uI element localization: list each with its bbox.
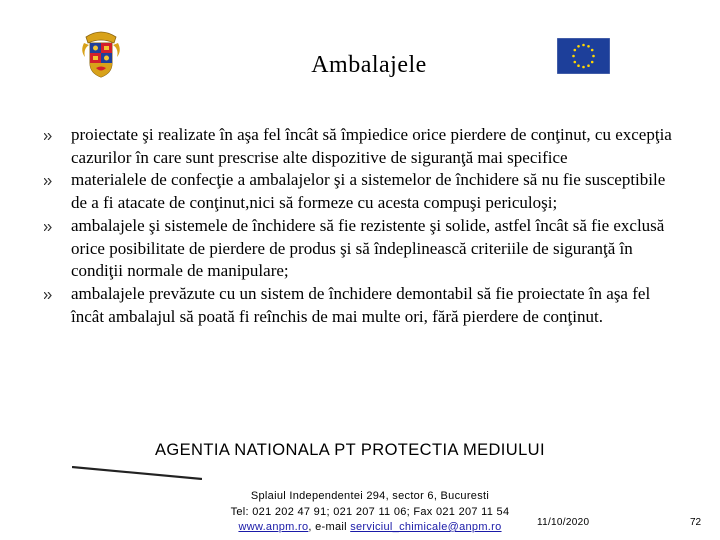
list-item [44, 283, 684, 328]
footer-contact [0, 520, 720, 536]
footer-phone: Tel: 021 202 47 91; 021 207 11 06; Fax 021 207 11 54 [230, 505, 510, 518]
list-item [44, 169, 684, 214]
email-link[interactable]: serviciul_chimicale@anpm.ro [350, 521, 502, 533]
email-prefix: , e-mail [308, 521, 351, 533]
footer-address: Splaiul Independentei 294, sector 6, Bucuresti [250, 490, 490, 502]
bullet-text: ambalajele prevăzute cu un sistem de închidere demontabil să fie proiectate în aşa fel încât ambalajul să poată fi reînchis de mai multe ori, fără pierdere de conţinut. [71, 283, 651, 326]
decorative-divider [72, 466, 202, 480]
bullet-text: proiectate şi realizate în aşa fel încât să împiedice orice pierdere de conţinut, cu excepţia cazurilor în care sunt prescrise alte dispozitive de siguranţă mai specifice [71, 125, 672, 167]
website-link[interactable]: www.anpm.ro [238, 521, 309, 533]
footer-date: 11/10/2020 [537, 517, 590, 528]
arrow-bullet-icon [44, 133, 52, 140]
bullet-list [44, 124, 684, 328]
arrow-bullet-icon [44, 224, 52, 231]
arrow-bullet-icon [44, 292, 52, 299]
bullet-text: ambalajele şi sistemele de închidere să fie rezistente şi solide, astfel încât să fie exclusă orice posibilitate de pierdere de produs şi să îndeplinească criteriile de siguranţă în condiţii normale de manipulare; [71, 215, 665, 281]
agency-name: AGENTIA NATIONALA PT PROTECTIA MEDIULUI [155, 441, 545, 459]
page-number: 72 [690, 517, 702, 528]
footer-address-block [0, 489, 720, 536]
arrow-bullet-icon [44, 178, 52, 185]
list-item [44, 215, 684, 283]
list-item [44, 124, 684, 169]
bullet-text: materialele de confecţie a ambalajelor şi a sistemelor de închidere să nu fie susceptibile de a fi atacate de conţinut,nici să formeze cu acesta compuşi periculoşi; [71, 170, 666, 213]
slide-title: Ambalajele [311, 52, 427, 78]
